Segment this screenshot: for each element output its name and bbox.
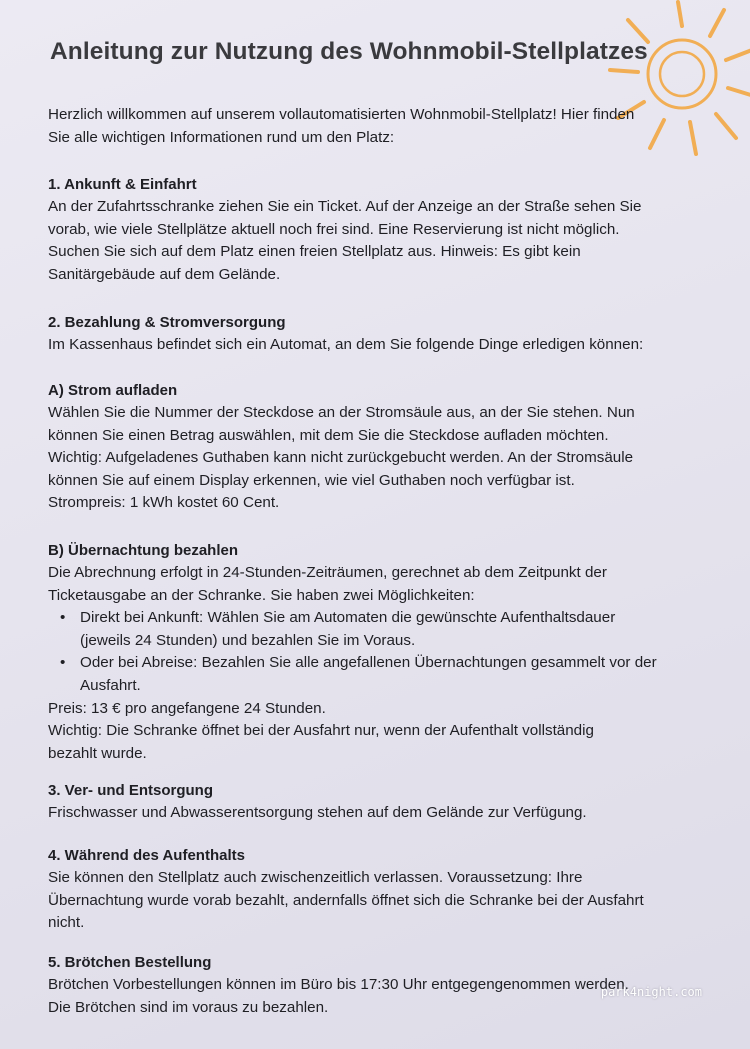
section-line: Suchen Sie sich auf dem Platz einen freien Stellplatz aus. Hinweis: Es gibt kein (48, 243, 581, 261)
intro-paragraph (48, 104, 708, 149)
section-heading: 1. Ankunft & Einfahrt (48, 176, 197, 193)
section-line: nicht. (48, 914, 85, 932)
section-line: Frischwasser und Abwasserentsorgung stehen auf dem Gelände zur Verfügung. (48, 804, 587, 821)
section-line: Die Brötchen sind im voraus zu bezahlen. (48, 998, 329, 1016)
list-item (48, 607, 716, 652)
section-line: Sanitärgebäude auf dem Gelände. (48, 265, 281, 283)
section-aufenthalt (48, 845, 716, 935)
section-heading: A) Strom aufladen (48, 382, 178, 399)
section-heading: 2. Bezahlung & Stromversorgung (48, 314, 286, 331)
section-line: bezahlt wurde. (48, 744, 147, 762)
section-line: Übernachtung wurde vorab bezahlt, andernfalls öffnet sich die Schranke bei der Ausfahrt (48, 891, 644, 909)
price-line: Preis: 13 € pro angefangene 24 Stunden. (48, 699, 326, 717)
list-item-line: Ausfahrt. (80, 676, 141, 694)
section-line: An der Zufahrtsschranke ziehen Sie ein Ticket. Auf der Anzeige an der Straße sehen Sie (48, 198, 642, 215)
section-line: Wichtig: Die Schranke öffnet bei der Ausfahrt nur, wenn der Aufenthalt vollständig (48, 722, 594, 740)
section-line: Sie können den Stellplatz auch zwischenzeitlich verlassen. Voraussetzung: Ihre (48, 869, 583, 886)
section-uebernachtung (48, 540, 716, 765)
payment-options-list (48, 607, 716, 697)
list-item-line: (jeweils 24 Stunden) und bezahlen Sie im Voraus. (80, 631, 416, 649)
section-line: können Sie auf einem Display erkennen, wie viel Guthaben noch verfügbar ist. (48, 471, 575, 489)
section-line: Brötchen Vorbestellungen können im Büro bis 17:30 Uhr entgegengenommen werden. (48, 976, 629, 993)
section-entsorgung (48, 780, 716, 825)
intro-line: Sie alle wichtigen Informationen rund um den Platz: (48, 128, 395, 146)
section-heading: 5. Brötchen Bestellung (48, 954, 212, 971)
section-line: Im Kassenhaus befindet sich ein Automat, an dem Sie folgende Dinge erledigen können: (48, 336, 644, 353)
section-line: Ticketausgabe an der Schranke. Sie haben zwei Möglichkeiten: (48, 586, 475, 604)
watermark: park4night.com (600, 985, 702, 999)
section-heading: B) Übernachtung bezahlen (48, 542, 239, 559)
sun-icon (586, 0, 750, 176)
section-bezahlung (48, 312, 716, 357)
list-item (48, 652, 716, 697)
page-title: Anleitung zur Nutzung des Wohnmobil-Stellplatzes (50, 38, 648, 65)
section-line: können Sie einen Betrag auswählen, mit dem Sie die Steckdose aufladen möchten. (48, 426, 609, 444)
intro-line: Herzlich willkommen auf unserem vollautomatisierten Wohnmobil-Stellplatz! Hier finden (48, 106, 635, 123)
section-line: Wichtig: Aufgeladenes Guthaben kann nicht zurückgebucht werden. An der Stromsäule (48, 449, 634, 467)
section-line: Strompreis: 1 kWh kostet 60 Cent. (48, 494, 280, 512)
section-line: Die Abrechnung erfolgt in 24-Stunden-Zeiträumen, gerechnet ab dem Zeitpunkt der (48, 564, 607, 581)
section-line: Wählen Sie die Nummer der Steckdose an der Stromsäule aus, an der Sie stehen. Nun (48, 404, 635, 421)
list-item-line: • Direkt bei Ankunft: Wählen Sie am Automaten die gewünschte Aufenthaltsdauer (80, 609, 616, 627)
section-strom (48, 380, 716, 515)
section-heading: 3. Ver- und Entsorgung (48, 782, 214, 799)
list-item-line: • Oder bei Abreise: Bezahlen Sie alle angefallenen Übernachtungen gesammelt vor der (80, 654, 657, 672)
section-ankunft (48, 174, 716, 286)
section-heading: 4. Während des Aufenthalts (48, 847, 245, 864)
section-line: vorab, wie viele Stellplätze aktuell noch frei sind. Eine Reservierung ist nicht möglich. (48, 220, 620, 238)
